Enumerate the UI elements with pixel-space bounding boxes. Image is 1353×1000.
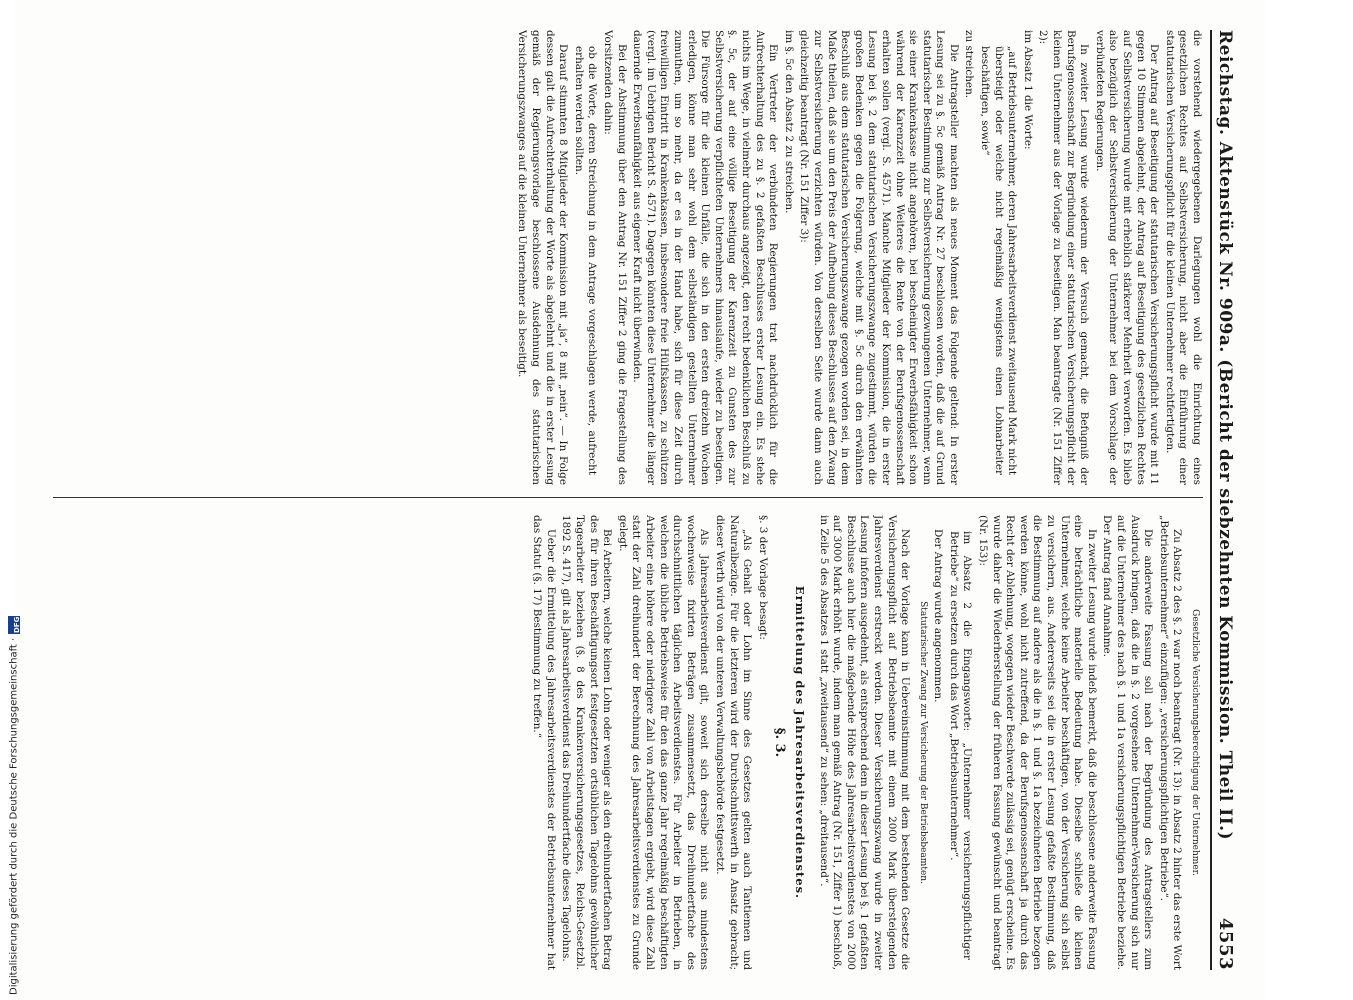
document-page	[15, 0, 1265, 1000]
left-column	[53, 30, 1203, 485]
paragraph-number: §. 3.	[772, 727, 788, 758]
body-paragraph: im Absatz 1 die Worte:	[1021, 30, 1034, 150]
marginal-heading: Gesetzliche Versicherungsberechtigung der Unternehmer.	[1190, 609, 1200, 876]
page-header	[1210, 30, 1251, 970]
body-paragraph: im §. 5c den Absatz 2 zu streichen.	[782, 30, 795, 214]
body-paragraph: §. 3 der Vorlage besagt:	[756, 515, 769, 640]
body-paragraph: Die Antragsteller machten als neues Moment das Folgende geltend: In erster Lesung sei zu §. 5c gemäß Antrag Nr. 27 beschlossen worden, daß die auf Grund statutarischer Bestimmung zur Selbstversicherung gezwungenen Unternehmer, wenn sie einer Krankenkasse nicht angehören, bei bescheinigter Erwerbsfähigkeit schon während der Karenzzeit ohne Weiteres die Rente von der Berufsgenossenschaft erhalten sollen (vergl. S. 4571). Manche Mitglieder der Kommission, die in erster Lesung bei §. 2 dem statutarischen Versicherungszwange zugestimmt, würden die großen Bedenken gegen die Folgerung, welche mit §. 5c durch den erwähnten Beschluß aus dem statutarischen Versicherungszwange gezogen worden sei, in dem Maße theilen, daß sie um den Preis der Aufhebung dieses Beschlusses auf den Zwang zur Selbstversicherung verzichten würden. Von derselben Seite wurde dann auch gleichzeitig beantragt (Nr. 151 Ziffer 3):	[798, 30, 960, 485]
body-paragraph: Darauf stimmten 8 Mitglieder der Kommission mit „ja“, 8 mit „nein“. — In Folge dessen galt die Aufrechterhaltung der Worte als abgelehnt und die in erster Lesung gemäß der Regierungsvorlage beschlossene Ausdehnung des statutarischen Versicherungszwanges auf die kleinen Unternehmer als beseitigt.	[516, 30, 570, 485]
body-paragraph: Zu Absatz 2 des §. 2 war noch beantragt (Nr. 13): in Absatz 2 hinter das erste Wort „Betriebsunternehmer“ einzufügen: „versicherungspflichtigen Betriebe“.	[1157, 515, 1184, 970]
body-paragraph: In zweiter Lesung wurde indeß bemerkt, daß die beschlossene anderweite Fassung eine beträchtliche materielle Bedeutung habe. Dieselbe schließe die kleinen Unternehmer, welche keine Arbeiter beschäftigen, von der Versicherung sich selbst zu versichern, aus. Andererseits sei die in erster Lesung gefaßte Bestimmung, daß die Bestimmung auf andere als die in §. 1 und §. 1a bezeichneten Betriebe bezogen werden könne, wohl nicht zutreffend, da der Berufsgenossenschaft ja durch das Recht der Ablehnung, wogegen wieder Beschwerde zulässig sei, genügt erscheine. Es wurde daher die Wiederherstellung der früheren Fassung gewünscht und beantragt (Nr. 153):	[977, 515, 1098, 970]
digitization-credit	[4, 600, 24, 995]
page-number: 4553	[1215, 917, 1236, 970]
credit-text: Digitalisierung gefördert durch die Deutsche Forschungsgemeinschaft ·	[8, 637, 20, 995]
body-paragraph: zu streichen.	[963, 30, 976, 99]
body-paragraph: Ueber die Ermittelung des Jahresarbeitsverdienstes der Betriebsunternehmer hat das Statut (§. 17) Bestimmung zu treffen.“	[531, 515, 557, 970]
right-column	[53, 515, 1203, 970]
quoted-amendment: im Absatz 2 die Eingangsworte: „Unternehmer versicherungspflichtiger Betriebe“ zu ersetzen durch das Wort „Betriebsunternehmer“.	[947, 531, 974, 960]
quoted-amendment: ob die Worte, deren Streichung in dem Antrage vorgeschlagen werde, aufrecht erhalten werden sollten.	[572, 46, 599, 475]
body-paragraph: Als Jahresarbeitsverdienst gilt, soweit sich derselbe nicht aus mindestens wochenweise fixirten Beträgen zusammensetzt, das Dreihundertfache des durchschnittlichen täglichen Arbeitsverdienstes. Für Arbeiter in Betrieben, in welchen die übliche Betriebsweise für den das ganze Jahr regelmäßig beschäftigten Arbeiter eine höhere oder niedrigere Zahl von Arbeitstagen ergiebt, wird diese Zahl statt der Zahl dreihundert der Berechnung des Jahresarbeitsverdienstes zu Grunde gelegt.	[616, 515, 711, 970]
body-paragraph: In zweiter Lesung wurde wiederum der Versuch gemacht, die Befugniß der Berufsgenossenschaft zur Begründung einer statutarischen Versicherungspflicht der kleinen Unternehmer aus der Vorlage zu beseitigen. Man beantragte (Nr. 151 Ziffer 2):	[1037, 30, 1091, 485]
quoted-amendment: „auf Betriebsunternehmer, deren Jahresarbeitsverdienst zweitausend Mark nicht übersteigt oder welche nicht regelmäßig wenigstens einen Lohnarbeiter beschäftigen, sowie“	[979, 46, 1019, 475]
body-paragraph: Ein Vertreter der verbündeten Regierungen trat nachdrücklich für die Aufrechterhaltung des zu §. 2 gefaßten Beschlusses erster Lesung ein. Es stehe nichts im Wege, in vielmehr durchaus angezeigt, den recht bedenklichen Beschluß zu §. 5c, der auf eine völlige Beseitigung der Karenzzeit zu Gunsten des zur Selbstversicherung verpflichteten Unternehmers hinauslaufe, wieder zu beseitigen. Die Fürsorge für die kleinen Unfälle, die sich in den ersten dreizehn Wochen erledigen, könne man sehr wohl dem selbständigen gestellten Unternehmer zumuthen, um so mehr, da er es in der Hand habe, sich für diese Zeit durch freiwilligen Eintritt in Krankenkassen, insbesondere freie Hülfskassen, zu schützen (vergl. im Uebrigen Bericht S. 4571). Dagegen könnten diese Unternehmer die länger dauernde Erwerbsunfähigkeit aus eigener Kraft nicht überwinden.	[631, 30, 780, 485]
body-paragraph: Nach der Vorlage kann in Uebereinstimmung mit dem bestehenden Gesetze die Versicherungspflicht auf Betriebsbeamte mit einem 2000 Mark übersteigenden Jahresverdienst erstreckt werden. Dieser Versicherungszwang wurde in zweiter Lesung infofern ausgedehnt, als entsprechend dem in dieser Lesung bei §. 1 gefaßten Beschlusse auch hier die maßgebende Höhe des Jahresarbeitsverdienstes von 2000 auf 3000 Mark erhöht wurde, indem man gemäß Antrag (Nr. 151, Ziffer 1) beschloß, in Zeile 5 des Absatzes 1 statt „zweitausend“ zu sehen: „dreitausend“.	[817, 515, 912, 970]
body-paragraph: Der Antrag auf Beseitigung der statutarischen Versicherungspflicht wurde mit 11 gegen 10 Stimmen abgelehnt, der Antrag auf Beseitigung des gesetzlichen Rechtes auf Selbstversicherung wurde mit erheblich stärkerer Mehrheit verworfen. Es blieb also bezüglich der Selbstversicherung der Unternehmer bei dem Vorschlage der verbündeten Regierungen.	[1093, 30, 1161, 485]
header-title: Reichstag. Aktenstück Nr. 909a. (Bericht der siebzehnten Kommission. Theil II.)	[1215, 30, 1235, 841]
body-paragraph: Die anderweite Fassung soll nach der Begründung des Antragstellers zum Ausdruck bringen, daß die in §. 2 vorgesehene Unternehmer-Versicherung sich nur auf die Unternehmer des nach §. 1 und 1a versicherungspflichtigen Betriebe beziehe. Der Antrag fand Annahme.	[1101, 515, 1155, 970]
dfg-logo-icon: DFG	[8, 616, 20, 634]
body-paragraph: „Als Gehalt oder Lohn im Sinne des Gesetzes gelten auch Tantiemen und Naturalbezüge. Für die letzteren wird der Durchschnittswerth in Ansatz gebracht; dieser Werth wird von der unteren Verwaltungsbehörde festgesetzt.	[714, 515, 754, 970]
body-paragraph: Der Antrag wurde angenommen.	[932, 529, 945, 703]
section-heading: Ermittelung des Jahresarbeitsverdienstes.	[792, 585, 807, 900]
column-divider	[53, 497, 1203, 498]
body-paragraph: Bei Arbeitern, welche keinen Lohn oder weniger als den dreihundertfachen Betrag des für ihren Beschäftigungsort festgesetzten ortsüblichen Tagelohns gewöhnlicher Tagearbeiter beziehen (§. 8 des Krankenversicherungsgesetzes, Reichs-Gesetzbl. 1892 S. 417), gilt als Jahresarbeitsverdienst das Dreihundertfache dieses Tagelohns.	[560, 515, 614, 970]
body-paragraph: die vorstehend wiedergegebenen Darlegungen wohl die Einrichtung eines gesetzlichen Rechtes auf Selbstversicherung, nicht aber die Einführung einer statutarischen Versicherungspflicht für die kleinen Unternehmer rechtfertigten.	[1163, 30, 1203, 485]
marginal-heading: Statutarischer Zwang zur Versicherung der Betriebsbeamten.	[917, 601, 928, 884]
body-paragraph: Bei der Abstimmung über den Antrag Nr. 151 Ziffer 2 ging die Fragestellung des Vorsitzenden dahin:	[602, 30, 628, 485]
